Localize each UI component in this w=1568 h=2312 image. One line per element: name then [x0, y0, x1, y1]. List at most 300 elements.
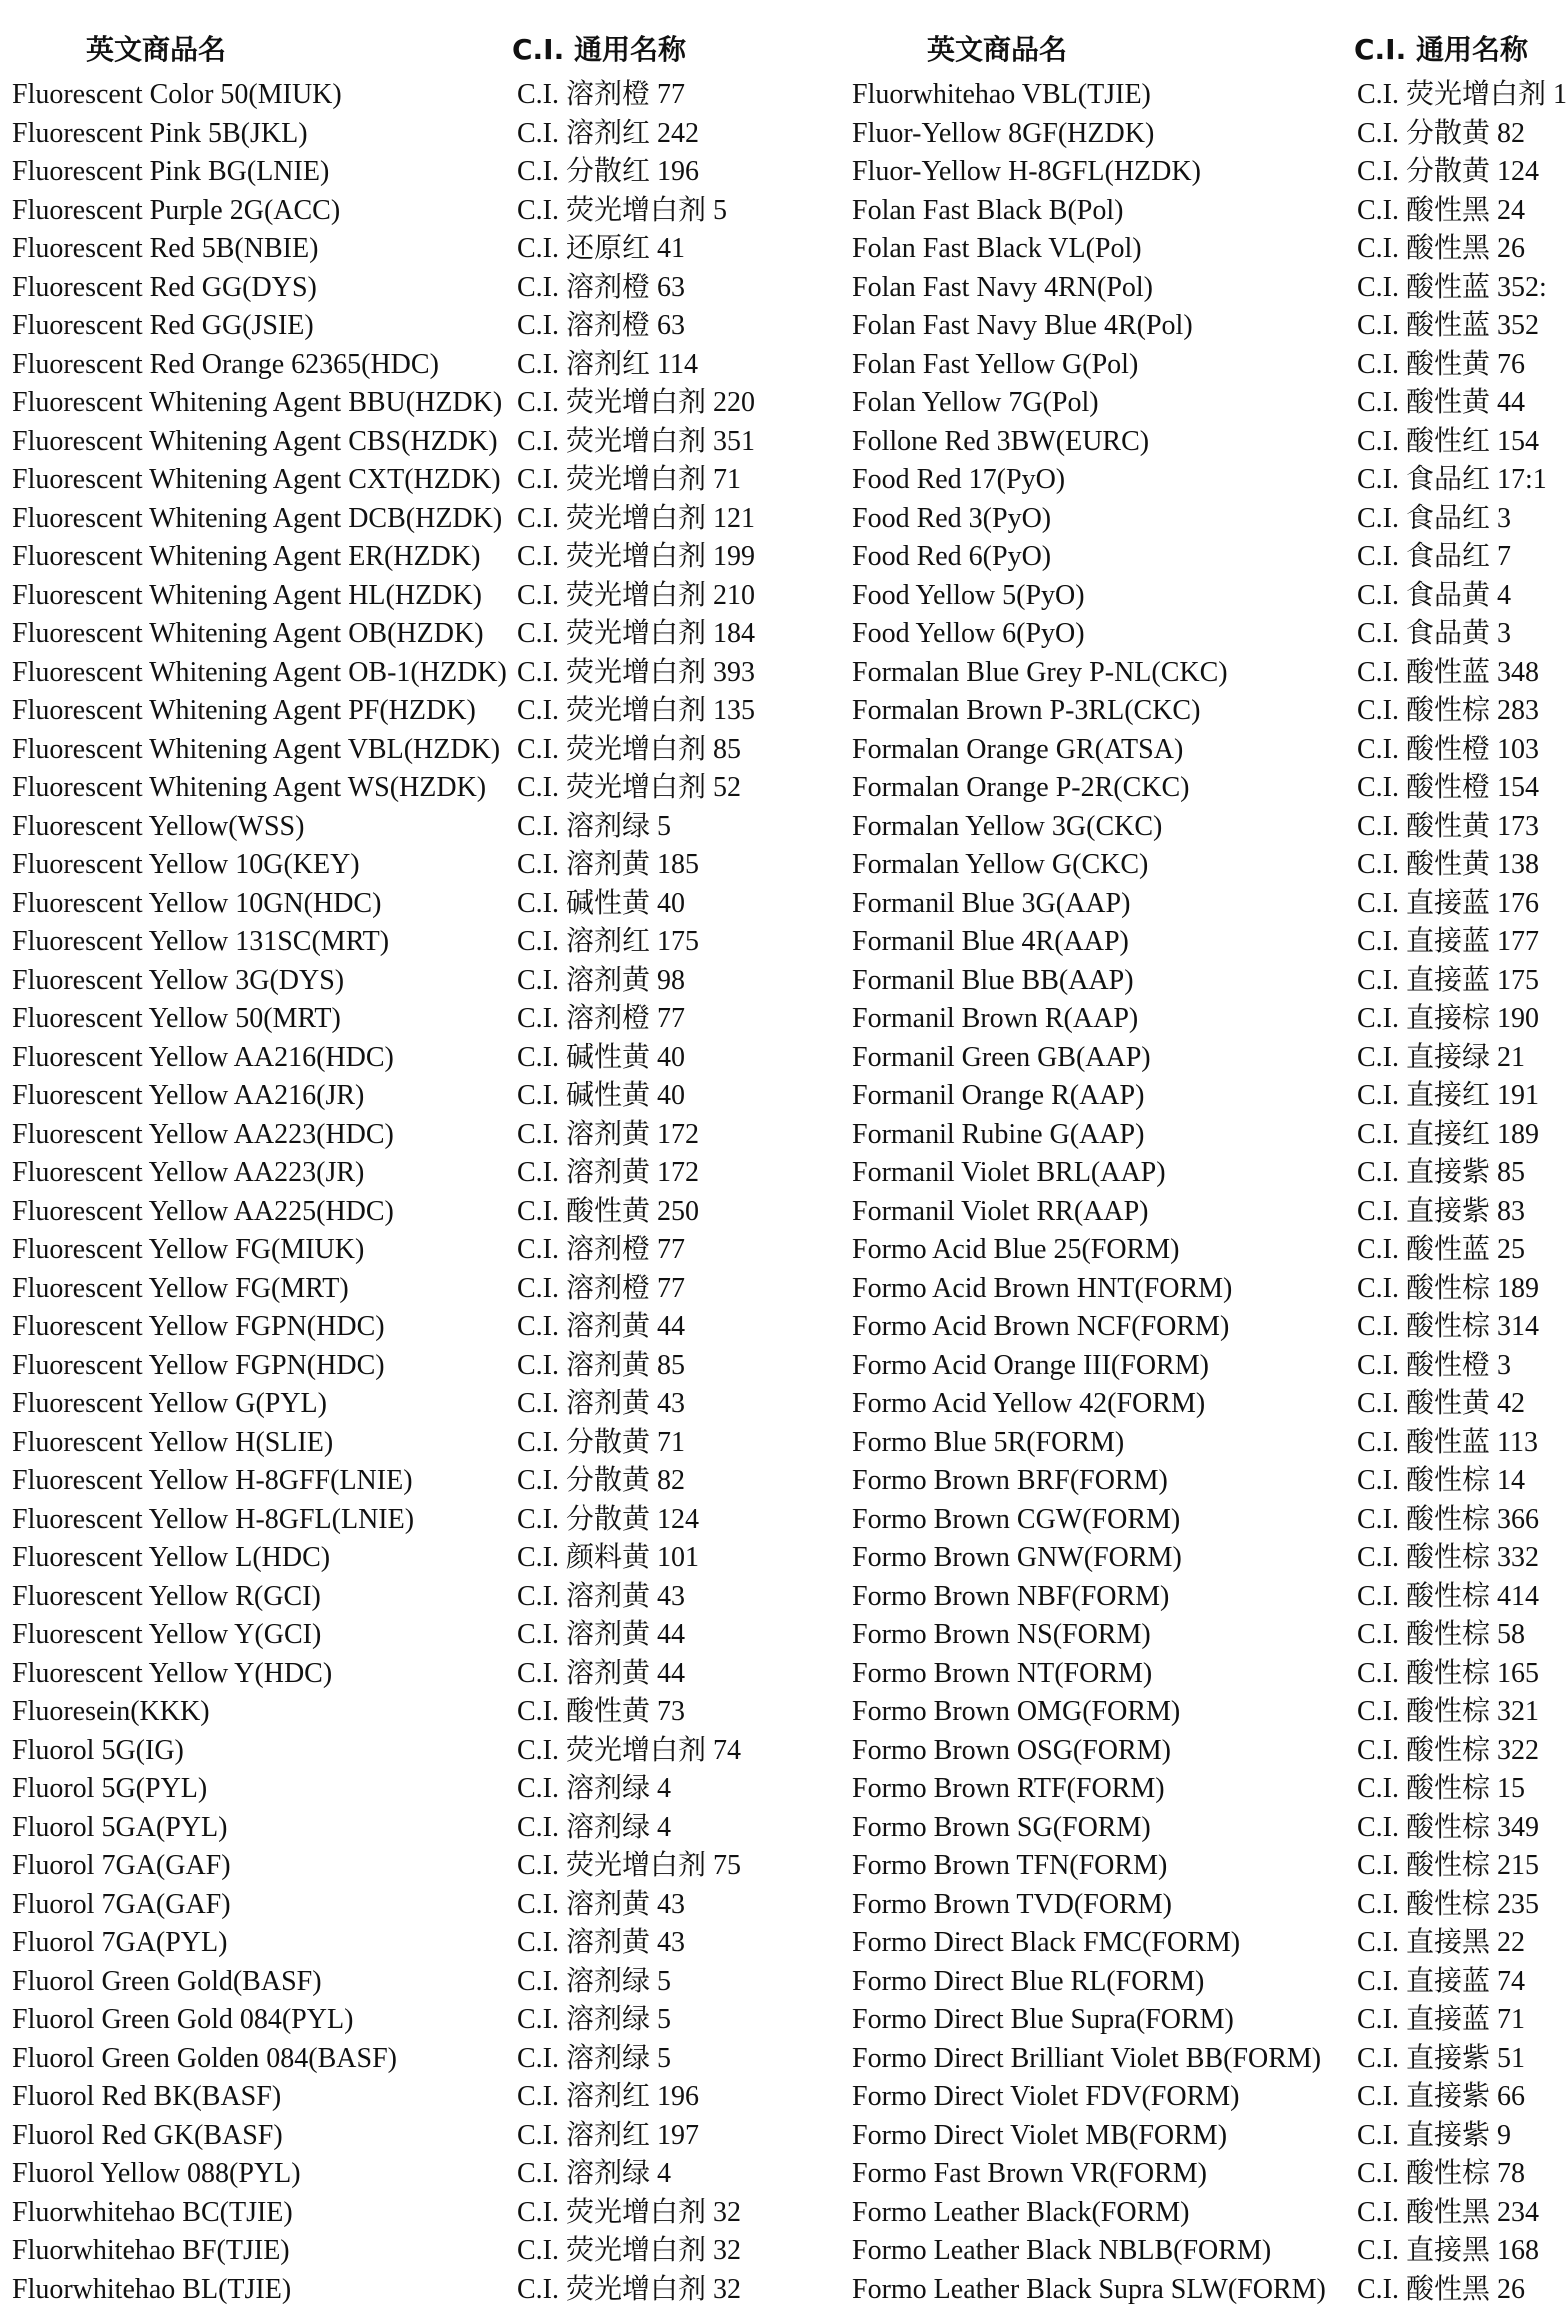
- ci-generic-name: C.I. 荧光增白剂 135: [517, 695, 756, 726]
- table-row: [12, 885, 842, 924]
- ci-generic-name: C.I. 酸性黄 138: [1357, 849, 1540, 880]
- table-row: [12, 346, 842, 385]
- table-row: [12, 2001, 842, 2040]
- table-row: [852, 1770, 1568, 1809]
- header-english-trade-name: 英文商品名: [86, 33, 227, 66]
- ci-generic-name: C.I. 酸性棕 366: [1357, 1503, 1540, 1535]
- table-row: [852, 1270, 1568, 1309]
- english-trade-name: Fluorescent Yellow 3G(DYS): [12, 964, 345, 996]
- english-trade-name: Fluorescent Whitening Agent WS(HZDK): [12, 772, 487, 803]
- table-row: [12, 269, 842, 308]
- ci-generic-name: C.I. 荧光增白剂 184: [517, 618, 756, 649]
- ci-generic-name: C.I. 直接黑 168: [1357, 2235, 1540, 2266]
- ci-generic-name: C.I. 直接紫 66: [1357, 2081, 1526, 2112]
- table-row: [12, 923, 842, 962]
- english-trade-name: Formo Brown OSG(FORM): [852, 1734, 1171, 1766]
- ci-generic-name: C.I. 直接红 191: [1357, 1080, 1540, 1111]
- ci-generic-name: C.I. 荧光增白剂 75: [517, 1850, 742, 1881]
- table-row: [12, 962, 842, 1001]
- english-trade-name: Folan Yellow 7G(Pol): [852, 387, 1099, 418]
- table-row: [852, 538, 1568, 577]
- english-trade-name: Fluor-Yellow H-8GFL(HZDK): [852, 156, 1201, 187]
- english-trade-name: Formalan Yellow 3G(CKC): [852, 810, 1163, 842]
- table-row: [12, 1193, 842, 1232]
- table-row: [852, 1655, 1568, 1694]
- ci-generic-name: C.I. 直接蓝 177: [1357, 926, 1540, 957]
- ci-generic-name: C.I. 荧光增白剂 5: [517, 194, 728, 226]
- ci-generic-name: C.I. 溶剂橙 77: [517, 1272, 686, 1304]
- ci-generic-name: C.I. 溶剂橙 77: [517, 79, 686, 110]
- ci-generic-name: C.I. 食品红 3: [1357, 502, 1512, 534]
- english-trade-name: Fluorescent Whitening Agent CBS(HZDK): [12, 425, 498, 457]
- english-trade-name: Fluorol 5G(PYL): [12, 1773, 208, 1804]
- ci-generic-name: C.I. 酸性黄 173: [1357, 810, 1540, 842]
- english-trade-name: Food Red 17(PyO): [852, 464, 1066, 495]
- english-trade-name: Fluorol Green Gold(BASF): [12, 1965, 322, 1997]
- ci-generic-name: C.I. 溶剂黄 43: [517, 1388, 686, 1419]
- ci-generic-name: C.I. 直接红 189: [1357, 1118, 1540, 1150]
- ci-generic-name: C.I. 分散红 196: [517, 156, 700, 187]
- ci-generic-name: C.I. 荧光增白剂 351: [517, 425, 756, 457]
- english-trade-name: Food Yellow 5(PyO): [852, 579, 1085, 611]
- table-row: [852, 1385, 1568, 1424]
- english-trade-name: Formalan Blue Grey P-NL(CKC): [852, 656, 1228, 688]
- ci-generic-name: C.I. 溶剂绿 4: [517, 2158, 672, 2189]
- table-row: [12, 1270, 842, 1309]
- table-row: [12, 1424, 842, 1463]
- english-trade-name: Fluorescent Yellow 50(MRT): [12, 1003, 341, 1034]
- table-row: [852, 2194, 1568, 2233]
- table-row: [852, 1501, 1568, 1540]
- english-trade-name: Formo Leather Black(FORM): [852, 2196, 1190, 2228]
- english-trade-name: Formo Brown NBF(FORM): [852, 1580, 1170, 1612]
- table-row: [12, 769, 842, 808]
- ci-generic-name: C.I. 分散黄 82: [1357, 117, 1526, 149]
- ci-generic-name: C.I. 食品黄 3: [1357, 618, 1512, 649]
- ci-generic-name: C.I. 酸性橙 103: [1357, 733, 1540, 765]
- ci-generic-name: C.I. 酸性黑 26: [1357, 2273, 1526, 2305]
- english-trade-name: Fluorescent Yellow 10GN(HDC): [12, 887, 382, 919]
- ci-generic-name: C.I. 酸性黄 44: [1357, 387, 1526, 418]
- ci-generic-name: C.I. 酸性黄 76: [1357, 348, 1526, 380]
- table-row: [12, 692, 842, 731]
- table-row: [12, 615, 842, 654]
- table-row: [852, 1231, 1568, 1270]
- ci-generic-name: C.I. 溶剂黄 43: [517, 1927, 686, 1958]
- table-row: [852, 1308, 1568, 1347]
- english-trade-name: Fluorescent Yellow R(GCI): [12, 1580, 321, 1612]
- table-row: [852, 2078, 1568, 2117]
- english-trade-name: Fluorescent Yellow Y(HDC): [12, 1657, 333, 1689]
- ci-generic-name: C.I. 溶剂黄 172: [517, 1157, 700, 1188]
- ci-generic-name: C.I. 荧光增白剂 220: [517, 387, 756, 418]
- table-row: [852, 269, 1568, 308]
- english-trade-name: Fluorescent Yellow AA225(HDC): [12, 1195, 394, 1227]
- english-trade-name: Fluorol 7GA(PYL): [12, 1927, 228, 1958]
- ci-generic-name: C.I. 酸性红 154: [1357, 425, 1540, 457]
- english-trade-name: Fluor-Yellow 8GF(HZDK): [852, 117, 1155, 149]
- english-trade-name: Formo Fast Brown VR(FORM): [852, 2158, 1207, 2189]
- english-trade-name: Fluorescent Whitening Agent HL(HZDK): [12, 579, 482, 611]
- english-trade-name: Fluorwhitehao BC(TJIE): [12, 2196, 293, 2228]
- ci-generic-name: C.I. 直接紫 83: [1357, 1195, 1526, 1227]
- table-row: [12, 1963, 842, 2002]
- table-row: [852, 115, 1568, 154]
- ci-generic-name: C.I. 酸性棕 15: [1357, 1773, 1526, 1804]
- table-row: [852, 1039, 1568, 1078]
- ci-generic-name: C.I. 酸性黑 24: [1357, 194, 1526, 226]
- table-row: [852, 1886, 1568, 1925]
- table-row: [12, 307, 842, 346]
- ci-generic-name: C.I. 溶剂红 114: [517, 348, 698, 380]
- english-trade-name: Fluorescent Yellow H-8GFL(LNIE): [12, 1503, 415, 1535]
- table-row: [852, 885, 1568, 924]
- ci-generic-name: C.I. 直接紫 85: [1357, 1157, 1526, 1188]
- table-row: [852, 615, 1568, 654]
- ci-generic-name: C.I. 酸性棕 414: [1357, 1580, 1540, 1612]
- table-row: [12, 1655, 842, 1694]
- table-row: [852, 2040, 1568, 2079]
- english-trade-name: Formo Brown NS(FORM): [852, 1619, 1151, 1650]
- ci-generic-name: C.I. 荧光增白剂 393: [517, 656, 756, 688]
- table-row: [12, 1616, 842, 1655]
- table-row: [852, 1424, 1568, 1463]
- header-english-trade-name: 英文商品名: [927, 33, 1068, 66]
- right-row-list: [852, 76, 1568, 2309]
- ci-generic-name: C.I. 溶剂红 196: [517, 2081, 700, 2112]
- english-trade-name: Fluorescent Yellow H(SLIE): [12, 1426, 334, 1458]
- table-row: [852, 1732, 1568, 1771]
- ci-generic-name: C.I. 直接紫 51: [1357, 2042, 1526, 2074]
- english-trade-name: Fluoresein(KKK): [12, 1696, 210, 1727]
- english-trade-name: Formo Brown RTF(FORM): [852, 1773, 1165, 1804]
- table-row: [852, 1116, 1568, 1155]
- english-trade-name: Fluorescent Whitening Agent VBL(HZDK): [12, 733, 501, 765]
- english-trade-name: Formo Blue 5R(FORM): [852, 1426, 1125, 1458]
- ci-generic-name: C.I. 酸性蓝 352:: [1357, 271, 1547, 303]
- table-row: [852, 692, 1568, 731]
- table-row: [852, 962, 1568, 1001]
- ci-generic-name: C.I. 还原红 41: [517, 233, 686, 264]
- table-row: [852, 346, 1568, 385]
- english-trade-name: Fluorescent Whitening Agent CXT(HZDK): [12, 464, 501, 495]
- ci-generic-name: C.I. 酸性黑 26: [1357, 233, 1526, 264]
- ci-generic-name: C.I. 溶剂绿 5: [517, 810, 672, 842]
- english-trade-name: Formo Acid Brown HNT(FORM): [852, 1272, 1233, 1304]
- table-row: [12, 1539, 842, 1578]
- table-row: [852, 577, 1568, 616]
- table-row: [852, 731, 1568, 770]
- table-row: [852, 1154, 1568, 1193]
- ci-generic-name: C.I. 酸性蓝 348: [1357, 656, 1540, 688]
- english-trade-name: Fluorescent Yellow 10G(KEY): [12, 849, 360, 880]
- ci-generic-name: C.I. 酸性棕 165: [1357, 1657, 1540, 1689]
- table-row: [852, 423, 1568, 462]
- table-row: [852, 1539, 1568, 1578]
- english-trade-name: Fluorol 5G(IG): [12, 1734, 184, 1766]
- ci-generic-name: C.I. 直接紫 9: [1357, 2119, 1512, 2151]
- english-trade-name: Folan Fast Black B(Pol): [852, 194, 1124, 226]
- ci-generic-name: C.I. 食品黄 4: [1357, 579, 1512, 611]
- table-row: [12, 500, 842, 539]
- ci-generic-name: C.I. 直接蓝 176: [1357, 887, 1540, 919]
- english-trade-name: Formo Brown OMG(FORM): [852, 1696, 1181, 1727]
- header-ci-generic-name: C.I. 通用名称: [1354, 33, 1528, 66]
- ci-generic-name: C.I. 溶剂绿 4: [517, 1811, 672, 1843]
- table-row: [12, 230, 842, 269]
- table-row: [852, 2155, 1568, 2194]
- english-trade-name: Food Red 3(PyO): [852, 502, 1052, 534]
- ci-generic-name: C.I. 食品红 17:1: [1357, 464, 1547, 495]
- english-trade-name: Food Red 6(PyO): [852, 541, 1052, 572]
- ci-generic-name: C.I. 溶剂黄 44: [517, 1311, 686, 1342]
- english-trade-name: Fluorol Red GK(BASF): [12, 2119, 283, 2151]
- ci-generic-name: C.I. 荧光增白剂 71: [517, 464, 742, 495]
- table-row: [12, 2040, 842, 2079]
- table-row: [852, 461, 1568, 500]
- table-row: [12, 2155, 842, 2194]
- table-row: [12, 2194, 842, 2233]
- table-row: [12, 538, 842, 577]
- english-trade-name: Fluorescent Red Orange 62365(HDC): [12, 348, 439, 380]
- english-trade-name: Formo Brown SG(FORM): [852, 1811, 1151, 1843]
- ci-generic-name: C.I. 酸性黄 42: [1357, 1388, 1526, 1419]
- english-trade-name: Formanil Blue 4R(AAP): [852, 926, 1129, 957]
- ci-generic-name: C.I. 酸性棕 349: [1357, 1811, 1540, 1843]
- table-row: [12, 1501, 842, 1540]
- english-trade-name: Fluorescent Whitening Agent DCB(HZDK): [12, 502, 503, 534]
- english-trade-name: Formanil Brown R(AAP): [852, 1003, 1139, 1034]
- table-row: [12, 1385, 842, 1424]
- english-trade-name: Fluorescent Yellow AA216(JR): [12, 1080, 365, 1111]
- table-row: [12, 192, 842, 231]
- table-row: [852, 1963, 1568, 2002]
- ci-generic-name: C.I. 碱性黄 40: [517, 1080, 686, 1111]
- ci-generic-name: C.I. 溶剂橙 63: [517, 271, 686, 303]
- english-trade-name: Fluorescent Yellow Y(GCI): [12, 1619, 322, 1650]
- ci-generic-name: C.I. 酸性棕 283: [1357, 695, 1540, 726]
- table-row: [852, 1847, 1568, 1886]
- english-trade-name: Formo Direct Black FMC(FORM): [852, 1927, 1241, 1958]
- english-trade-name: Fluorol Red BK(BASF): [12, 2081, 282, 2112]
- ci-generic-name: C.I. 溶剂橙 77: [517, 1003, 686, 1034]
- english-trade-name: Formo Acid Brown NCF(FORM): [852, 1311, 1230, 1342]
- table-row: [12, 1231, 842, 1270]
- english-trade-name: Fluorescent Yellow AA223(JR): [12, 1157, 365, 1188]
- english-trade-name: Fluorol Green Golden 084(BASF): [12, 2042, 397, 2074]
- ci-generic-name: C.I. 溶剂橙 77: [517, 1234, 686, 1265]
- english-trade-name: Formanil Violet BRL(AAP): [852, 1157, 1166, 1188]
- table-row: [12, 1693, 842, 1732]
- english-trade-name: Fluorescent Whitening Agent BBU(HZDK): [12, 387, 503, 418]
- english-trade-name: Folan Fast Navy 4RN(Pol): [852, 271, 1153, 303]
- table-row: [12, 808, 842, 847]
- ci-generic-name: C.I. 直接蓝 175: [1357, 964, 1540, 996]
- table-row: [12, 1809, 842, 1848]
- ci-generic-name: C.I. 分散黄 71: [517, 1426, 686, 1458]
- english-trade-name: Formanil Rubine G(AAP): [852, 1118, 1145, 1150]
- table-row: [852, 1809, 1568, 1848]
- ci-generic-name: C.I. 分散黄 124: [517, 1503, 700, 1535]
- table-row: [12, 1116, 842, 1155]
- table-row: [12, 76, 842, 115]
- ci-generic-name: C.I. 酸性橙 3: [1357, 1349, 1512, 1381]
- ci-generic-name: C.I. 溶剂绿 4: [517, 1773, 672, 1804]
- english-trade-name: Fluorescent Yellow L(HDC): [12, 1542, 331, 1573]
- table-row: [852, 384, 1568, 423]
- english-trade-name: Fluorescent Yellow AA223(HDC): [12, 1118, 394, 1150]
- table-row: [852, 76, 1568, 115]
- table-row: [12, 1462, 842, 1501]
- english-trade-name: Fluorescent Red 5B(NBIE): [12, 233, 319, 264]
- ci-generic-name: C.I. 酸性棕 58: [1357, 1619, 1526, 1650]
- ci-generic-name: C.I. 溶剂绿 5: [517, 2004, 672, 2035]
- english-trade-name: Formo Brown TVD(FORM): [852, 1888, 1172, 1920]
- table-row: [852, 500, 1568, 539]
- english-trade-name: Formanil Blue BB(AAP): [852, 964, 1134, 996]
- table-row: [852, 1616, 1568, 1655]
- table-row: [12, 461, 842, 500]
- table-row: [852, 2117, 1568, 2156]
- table-row: [852, 192, 1568, 231]
- english-trade-name: Formo Brown GNW(FORM): [852, 1542, 1182, 1573]
- english-trade-name: Formalan Brown P-3RL(CKC): [852, 695, 1201, 726]
- english-trade-name: Fluorol 5GA(PYL): [12, 1811, 228, 1843]
- table-row: [12, 1000, 842, 1039]
- ci-generic-name: C.I. 碱性黄 40: [517, 1041, 686, 1073]
- english-trade-name: Fluorol 7GA(GAF): [12, 1850, 231, 1881]
- table-row: [852, 846, 1568, 885]
- table-row: [12, 1847, 842, 1886]
- ci-generic-name: C.I. 荧光增白剂 199: [517, 541, 756, 572]
- ci-generic-name: C.I. 酸性棕 332: [1357, 1542, 1540, 1573]
- english-trade-name: Formanil Green GB(AAP): [852, 1041, 1151, 1073]
- table-row: [852, 1578, 1568, 1617]
- english-trade-name: Formanil Orange R(AAP): [852, 1080, 1145, 1111]
- english-trade-name: Formo Leather Black Supra SLW(FORM): [852, 2273, 1326, 2305]
- table-row: [852, 2271, 1568, 2310]
- table-row: [852, 1924, 1568, 1963]
- table-row: [12, 153, 842, 192]
- english-trade-name: Fluorescent Color 50(MIUK): [12, 79, 342, 110]
- table-row: [12, 654, 842, 693]
- ci-generic-name: C.I. 酸性棕 78: [1357, 2158, 1526, 2189]
- ci-generic-name: C.I. 酸性蓝 113: [1357, 1426, 1538, 1458]
- english-trade-name: Folan Fast Black VL(Pol): [852, 233, 1142, 264]
- ci-generic-name: C.I. 直接棕 190: [1357, 1003, 1540, 1034]
- ci-generic-name: C.I. 酸性棕 321: [1357, 1696, 1540, 1727]
- ci-generic-name: C.I. 分散黄 124: [1357, 156, 1540, 187]
- ci-generic-name: C.I. 酸性黑 234: [1357, 2196, 1540, 2228]
- english-trade-name: Formanil Blue 3G(AAP): [852, 887, 1131, 919]
- ci-generic-name: C.I. 溶剂黄 44: [517, 1619, 686, 1650]
- english-trade-name: Formo Leather Black NBLB(FORM): [852, 2235, 1272, 2266]
- table-row: [12, 846, 842, 885]
- english-trade-name: Formalan Yellow G(CKC): [852, 849, 1149, 880]
- english-trade-name: Follone Red 3BW(EURC): [852, 425, 1150, 457]
- ci-generic-name: C.I. 荧光增白剂 52: [517, 772, 742, 803]
- header-ci-generic-name: C.I. 通用名称: [512, 33, 686, 66]
- english-trade-name: Formo Direct Violet FDV(FORM): [852, 2081, 1240, 2112]
- english-trade-name: Fluorescent Yellow FGPN(HDC): [12, 1349, 385, 1381]
- ci-generic-name: C.I. 荧光增白剂 32: [517, 2196, 742, 2228]
- ci-generic-name: C.I. 溶剂黄 43: [517, 1580, 686, 1612]
- ci-generic-name: C.I. 酸性黄 250: [517, 1195, 700, 1227]
- english-trade-name: Fluorescent Yellow AA216(HDC): [12, 1041, 394, 1073]
- ci-generic-name: C.I. 荧光增白剂 74: [517, 1734, 742, 1766]
- english-trade-name: Fluorol Yellow 088(PYL): [12, 2158, 301, 2189]
- left-column: [12, 24, 842, 2309]
- ci-generic-name: C.I. 直接绿 21: [1357, 1041, 1526, 1073]
- english-trade-name: Formo Brown CGW(FORM): [852, 1503, 1181, 1535]
- english-trade-name: Formo Direct Violet MB(FORM): [852, 2119, 1228, 2151]
- table-row: [852, 923, 1568, 962]
- english-trade-name: Fluorol 7GA(GAF): [12, 1888, 231, 1920]
- english-trade-name: Fluorwhitehao BF(TJIE): [12, 2235, 290, 2266]
- table-row: [12, 1077, 842, 1116]
- english-trade-name: Fluorescent Yellow FG(MRT): [12, 1272, 349, 1304]
- table-row: [12, 1886, 842, 1925]
- ci-generic-name: C.I. 溶剂红 242: [517, 117, 700, 149]
- english-trade-name: Formo Direct Brilliant Violet BB(FORM): [852, 2042, 1322, 2074]
- table-row: [852, 1347, 1568, 1386]
- ci-generic-name: C.I. 酸性蓝 25: [1357, 1234, 1526, 1265]
- english-trade-name: Food Yellow 6(PyO): [852, 618, 1085, 649]
- ci-generic-name: C.I. 溶剂黄 185: [517, 849, 700, 880]
- left-row-list: [12, 76, 842, 2309]
- table-row: [12, 1578, 842, 1617]
- table-row: [852, 1693, 1568, 1732]
- ci-generic-name: C.I. 酸性棕 14: [1357, 1465, 1526, 1496]
- table-row: [852, 808, 1568, 847]
- right-header-row: [852, 24, 1568, 76]
- table-row: [12, 1308, 842, 1347]
- english-trade-name: Formo Brown NT(FORM): [852, 1657, 1153, 1689]
- right-column: [852, 24, 1568, 2309]
- ci-generic-name: C.I. 荧光增白剂 210: [517, 579, 756, 611]
- ci-generic-name: C.I. 酸性棕 322: [1357, 1734, 1540, 1766]
- ci-generic-name: C.I. 直接蓝 74: [1357, 1965, 1526, 1997]
- table-row: [852, 153, 1568, 192]
- table-row: [12, 1039, 842, 1078]
- table-row: [852, 307, 1568, 346]
- ci-generic-name: C.I. 食品红 7: [1357, 541, 1512, 572]
- english-trade-name: Fluorescent Whitening Agent ER(HZDK): [12, 541, 481, 572]
- ci-generic-name: C.I. 溶剂黄 43: [517, 1888, 686, 1920]
- english-trade-name: Fluorwhitehao BL(TJIE): [12, 2273, 292, 2305]
- table-row: [12, 731, 842, 770]
- english-trade-name: Fluorescent Yellow H-8GFF(LNIE): [12, 1465, 413, 1496]
- table-row: [12, 384, 842, 423]
- ci-generic-name: C.I. 酸性棕 235: [1357, 1888, 1540, 1920]
- ci-generic-name: C.I. 溶剂红 175: [517, 926, 700, 957]
- ci-generic-name: C.I. 溶剂黄 85: [517, 1349, 686, 1381]
- table-row: [852, 2001, 1568, 2040]
- english-trade-name: Fluorescent Yellow G(PYL): [12, 1388, 327, 1419]
- ci-generic-name: C.I. 酸性黄 73: [517, 1696, 686, 1727]
- english-trade-name: Formalan Orange P-2R(CKC): [852, 772, 1190, 803]
- table-row: [852, 2232, 1568, 2271]
- table-row: [852, 1462, 1568, 1501]
- ci-generic-name: C.I. 溶剂黄 98: [517, 964, 686, 996]
- table-row: [852, 769, 1568, 808]
- table-row: [12, 2117, 842, 2156]
- english-trade-name: Fluorol Green Gold 084(PYL): [12, 2004, 354, 2035]
- table-row: [12, 1732, 842, 1771]
- table-row: [852, 1000, 1568, 1039]
- ci-generic-name: C.I. 碱性黄 40: [517, 887, 686, 919]
- ci-generic-name: C.I. 酸性橙 154: [1357, 772, 1540, 803]
